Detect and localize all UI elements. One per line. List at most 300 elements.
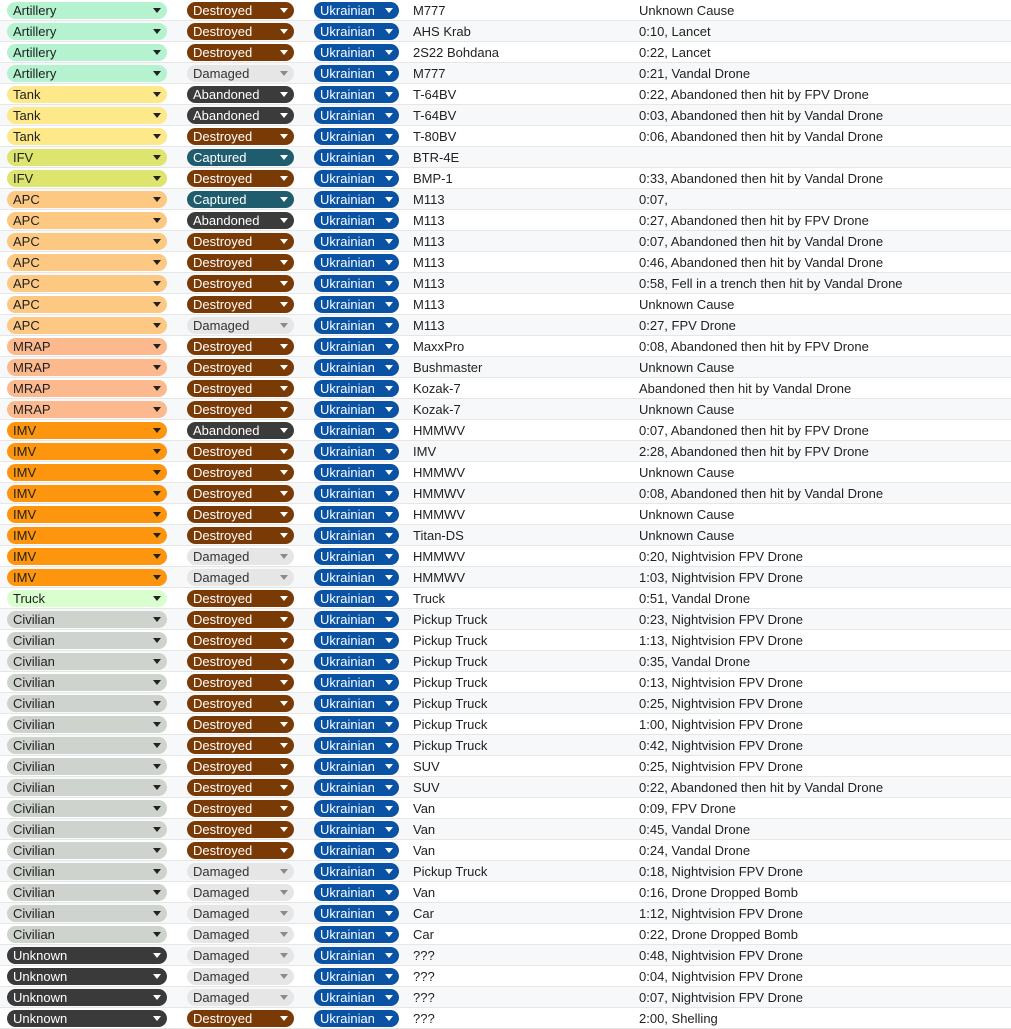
chevron-down-icon <box>385 491 393 496</box>
status-dropdown[interactable] <box>187 296 294 313</box>
status-dropdown[interactable] <box>187 905 294 922</box>
cause-cell[interactable]: Abandoned then hit by Vandal Drone <box>639 381 852 396</box>
status-dropdown[interactable] <box>187 842 294 859</box>
cause-cell[interactable]: 0:16, Drone Dropped Bomb <box>639 885 798 900</box>
status-dropdown[interactable] <box>187 317 294 334</box>
country-dropdown[interactable] <box>314 779 399 796</box>
country-dropdown[interactable] <box>314 506 399 523</box>
status-dropdown[interactable] <box>187 863 294 880</box>
chevron-down-icon <box>280 134 288 139</box>
model-cell[interactable]: MaxxPro <box>413 339 465 354</box>
status-dropdown[interactable] <box>187 338 294 355</box>
status-label: Destroyed <box>193 633 253 648</box>
status-dropdown[interactable] <box>187 359 294 376</box>
model-cell[interactable]: Pickup Truck <box>413 738 488 753</box>
country-dropdown[interactable] <box>314 422 399 439</box>
cause-cell[interactable]: 0:58, Fell in a trench then hit by Vandal Drone <box>639 276 903 291</box>
type-dropdown[interactable] <box>7 380 167 397</box>
cause-cell[interactable]: 0:09, FPV Drone <box>639 801 736 816</box>
status-label: Destroyed <box>193 780 253 795</box>
cause-cell[interactable]: 2:28, Abandoned then hit by FPV Drone <box>639 444 869 459</box>
country-dropdown[interactable] <box>314 401 399 418</box>
type-dropdown[interactable] <box>7 821 167 838</box>
status-label: Destroyed <box>193 696 253 711</box>
cause-cell[interactable]: 0:04, Nightvision FPV Drone <box>639 969 804 984</box>
chevron-down-icon <box>280 407 288 412</box>
country-dropdown[interactable] <box>314 86 399 103</box>
table-row <box>0 651 1011 672</box>
status-dropdown[interactable] <box>187 674 294 691</box>
status-dropdown[interactable] <box>187 527 294 544</box>
type-dropdown[interactable] <box>7 44 167 61</box>
model-cell[interactable]: Pickup Truck <box>413 864 488 879</box>
cause-cell[interactable]: 0:33, Abandoned then hit by Vandal Drone <box>639 171 884 186</box>
model-cell[interactable]: BTR-4E <box>413 150 460 165</box>
model-cell[interactable]: Pickup Truck <box>413 654 488 669</box>
status-dropdown[interactable] <box>187 1010 294 1027</box>
model-cell[interactable]: M113 <box>413 276 445 291</box>
chevron-down-icon <box>153 890 161 895</box>
country-dropdown[interactable] <box>314 443 399 460</box>
model-cell[interactable]: HMMWV <box>413 465 465 480</box>
cause-cell[interactable]: 1:03, Nightvision FPV Drone <box>639 570 804 585</box>
type-dropdown[interactable] <box>7 191 167 208</box>
type-dropdown[interactable] <box>7 107 167 124</box>
status-dropdown[interactable] <box>187 401 294 418</box>
cause-cell[interactable]: 0:08, Abandoned then hit by FPV Drone <box>639 339 869 354</box>
status-dropdown[interactable] <box>187 191 294 208</box>
model-cell[interactable]: ??? <box>413 990 435 1005</box>
country-dropdown[interactable] <box>314 758 399 775</box>
model-cell[interactable]: M113 <box>413 255 445 270</box>
cause-cell[interactable]: 0:46, Abandoned then hit by Vandal Drone <box>639 255 884 270</box>
chevron-down-icon <box>153 512 161 517</box>
status-dropdown[interactable] <box>187 254 294 271</box>
model-cell[interactable]: SUV <box>413 780 440 795</box>
model-cell[interactable]: Car <box>413 906 434 921</box>
country-dropdown[interactable] <box>314 716 399 733</box>
country-dropdown[interactable] <box>314 800 399 817</box>
cause-cell[interactable]: 0:42, Nightvision FPV Drone <box>639 738 804 753</box>
cause-cell[interactable]: 0:22, Abandoned then hit by FPV Drone <box>639 87 869 102</box>
cause-cell[interactable]: 0:07, Abandoned then hit by FPV Drone <box>639 423 869 438</box>
cause-cell[interactable]: 0:22, Drone Dropped Bomb <box>639 927 798 942</box>
country-dropdown[interactable] <box>314 485 399 502</box>
status-dropdown[interactable] <box>187 170 294 187</box>
country-dropdown[interactable] <box>314 65 399 82</box>
type-dropdown[interactable] <box>7 86 167 103</box>
status-label: Destroyed <box>193 591 253 606</box>
country-dropdown[interactable] <box>314 968 399 985</box>
status-dropdown[interactable] <box>187 590 294 607</box>
model-cell[interactable]: ??? <box>413 1011 435 1026</box>
country-dropdown[interactable] <box>314 149 399 166</box>
type-label: Unknown <box>13 948 68 963</box>
status-dropdown[interactable] <box>187 149 294 166</box>
status-dropdown[interactable] <box>187 506 294 523</box>
model-cell[interactable]: Van <box>413 843 436 858</box>
chevron-down-icon <box>280 974 288 979</box>
country-dropdown[interactable] <box>314 947 399 964</box>
cause-cell[interactable]: 1:12, Nightvision FPV Drone <box>639 906 804 921</box>
type-dropdown[interactable] <box>7 737 167 754</box>
cause-cell[interactable]: Unknown Cause <box>639 465 735 480</box>
status-dropdown[interactable] <box>187 212 294 229</box>
cause-cell[interactable]: Unknown Cause <box>639 507 735 522</box>
cause-cell[interactable]: Unknown Cause <box>639 297 735 312</box>
cause-cell[interactable]: 1:00, Nightvision FPV Drone <box>639 717 804 732</box>
table-row <box>0 693 1011 714</box>
cause-cell[interactable]: 0:51, Vandal Drone <box>639 591 751 606</box>
status-label: Damaged <box>193 318 250 333</box>
model-cell[interactable]: HMMWV <box>413 486 465 501</box>
type-dropdown[interactable] <box>7 338 167 355</box>
country-dropdown[interactable] <box>314 254 399 271</box>
country-dropdown[interactable] <box>314 989 399 1006</box>
type-label: IMV <box>13 465 37 480</box>
type-dropdown[interactable] <box>7 422 167 439</box>
status-label: Damaged <box>193 66 250 81</box>
model-cell[interactable]: M777 <box>413 3 446 18</box>
cause-cell[interactable]: 0:27, Abandoned then hit by FPV Drone <box>639 213 869 228</box>
model-cell[interactable]: HMMWV <box>413 507 465 522</box>
model-cell[interactable]: Car <box>413 927 434 942</box>
cause-cell[interactable]: 0:25, Nightvision FPV Drone <box>639 696 804 711</box>
country-dropdown[interactable] <box>314 233 399 250</box>
country-dropdown[interactable] <box>314 569 399 586</box>
cause-cell[interactable]: 0:22, Lancet <box>639 45 711 60</box>
model-cell[interactable]: Van <box>413 801 436 816</box>
chevron-down-icon <box>280 932 288 937</box>
type-dropdown[interactable] <box>7 275 167 292</box>
type-dropdown[interactable] <box>7 359 167 376</box>
cause-cell[interactable]: 0:03, Abandoned then hit by Vandal Drone <box>639 108 884 123</box>
country-dropdown[interactable] <box>314 275 399 292</box>
type-dropdown[interactable] <box>7 632 167 649</box>
model-cell[interactable]: T-80BV <box>413 129 457 144</box>
status-dropdown[interactable] <box>187 737 294 754</box>
status-label: Destroyed <box>193 45 253 60</box>
status-dropdown[interactable] <box>187 653 294 670</box>
type-label: Civilian <box>13 717 55 732</box>
type-dropdown[interactable] <box>7 317 167 334</box>
chevron-down-icon <box>153 869 161 874</box>
country-label: Ukrainian <box>320 171 375 186</box>
status-dropdown[interactable] <box>187 107 294 124</box>
chevron-down-icon <box>385 344 393 349</box>
type-dropdown[interactable] <box>7 506 167 523</box>
country-dropdown[interactable] <box>314 128 399 145</box>
type-dropdown[interactable] <box>7 569 167 586</box>
country-dropdown[interactable] <box>314 905 399 922</box>
country-label: Ukrainian <box>320 654 375 669</box>
type-label: APC <box>13 276 40 291</box>
country-dropdown[interactable] <box>314 296 399 313</box>
chevron-down-icon <box>385 449 393 454</box>
type-dropdown[interactable] <box>7 758 167 775</box>
cause-cell[interactable]: 0:18, Nightvision FPV Drone <box>639 864 804 879</box>
status-dropdown[interactable] <box>187 779 294 796</box>
country-dropdown[interactable] <box>314 527 399 544</box>
country-label: Ukrainian <box>320 3 375 18</box>
status-dropdown[interactable] <box>187 44 294 61</box>
cause-cell[interactable]: 0:27, FPV Drone <box>639 318 736 333</box>
status-dropdown[interactable] <box>187 716 294 733</box>
type-dropdown[interactable] <box>7 653 167 670</box>
type-label: Tank <box>13 108 41 123</box>
status-dropdown[interactable] <box>187 611 294 628</box>
model-cell[interactable]: Pickup Truck <box>413 696 488 711</box>
country-dropdown[interactable] <box>314 653 399 670</box>
status-dropdown[interactable] <box>187 65 294 82</box>
country-dropdown[interactable] <box>314 2 399 19</box>
model-cell[interactable]: HMMWV <box>413 423 465 438</box>
type-dropdown[interactable] <box>7 548 167 565</box>
type-dropdown[interactable] <box>7 863 167 880</box>
chevron-down-icon <box>153 449 161 454</box>
model-cell[interactable]: Pickup Truck <box>413 612 488 627</box>
type-dropdown[interactable] <box>7 884 167 901</box>
type-dropdown[interactable] <box>7 233 167 250</box>
cause-cell[interactable]: 0:22, Abandoned then hit by Vandal Drone <box>639 780 884 795</box>
status-dropdown[interactable] <box>187 422 294 439</box>
type-dropdown[interactable] <box>7 800 167 817</box>
chevron-down-icon <box>280 29 288 34</box>
country-dropdown[interactable] <box>314 44 399 61</box>
status-dropdown[interactable] <box>187 443 294 460</box>
status-dropdown[interactable] <box>187 632 294 649</box>
country-label: Ukrainian <box>320 591 375 606</box>
status-label: Destroyed <box>193 129 253 144</box>
cause-cell[interactable]: Unknown Cause <box>639 528 735 543</box>
type-dropdown[interactable] <box>7 989 167 1006</box>
type-dropdown[interactable] <box>7 527 167 544</box>
country-dropdown[interactable] <box>314 191 399 208</box>
cause-cell[interactable]: 0:07, Abandoned then hit by Vandal Drone <box>639 234 884 249</box>
type-dropdown[interactable] <box>7 254 167 271</box>
type-dropdown[interactable] <box>7 401 167 418</box>
status-dropdown[interactable] <box>187 947 294 964</box>
model-cell[interactable]: Titan-DS <box>413 528 464 543</box>
chevron-down-icon <box>385 575 393 580</box>
status-label: Destroyed <box>193 717 253 732</box>
model-cell[interactable]: Van <box>413 822 436 837</box>
status-dropdown[interactable] <box>187 968 294 985</box>
country-dropdown[interactable] <box>314 695 399 712</box>
model-cell[interactable]: M113 <box>413 297 445 312</box>
status-label: Destroyed <box>193 402 253 417</box>
country-dropdown[interactable] <box>314 338 399 355</box>
type-dropdown[interactable] <box>7 695 167 712</box>
status-dropdown[interactable] <box>187 2 294 19</box>
country-dropdown[interactable] <box>314 1010 399 1027</box>
chevron-down-icon <box>385 302 393 307</box>
model-cell[interactable]: 2S22 Bohdana <box>413 45 500 60</box>
country-dropdown[interactable] <box>314 737 399 754</box>
status-dropdown[interactable] <box>187 800 294 817</box>
country-dropdown[interactable] <box>314 359 399 376</box>
model-cell[interactable]: BMP-1 <box>413 171 453 186</box>
country-dropdown[interactable] <box>314 632 399 649</box>
chevron-down-icon <box>385 239 393 244</box>
country-dropdown[interactable] <box>314 23 399 40</box>
model-cell[interactable]: HMMWV <box>413 570 465 585</box>
model-cell[interactable]: Truck <box>413 591 446 606</box>
country-dropdown[interactable] <box>314 674 399 691</box>
cause-cell[interactable]: 0:21, Vandal Drone <box>639 66 751 81</box>
country-dropdown[interactable] <box>314 590 399 607</box>
type-dropdown[interactable] <box>7 170 167 187</box>
cause-cell[interactable]: Unknown Cause <box>639 3 735 18</box>
status-dropdown[interactable] <box>187 569 294 586</box>
model-cell[interactable]: Pickup Truck <box>413 717 488 732</box>
status-dropdown[interactable] <box>187 464 294 481</box>
type-dropdown[interactable] <box>7 905 167 922</box>
country-dropdown[interactable] <box>314 611 399 628</box>
model-cell[interactable]: T-64BV <box>413 108 457 123</box>
status-dropdown[interactable] <box>187 128 294 145</box>
model-cell[interactable]: ??? <box>413 948 435 963</box>
country-label: Ukrainian <box>320 234 375 249</box>
country-label: Ukrainian <box>320 360 375 375</box>
type-dropdown[interactable] <box>7 1010 167 1027</box>
cause-cell[interactable]: 0:07, <box>639 192 668 207</box>
table-row <box>0 525 1011 546</box>
type-dropdown[interactable] <box>7 779 167 796</box>
type-label: IFV <box>13 171 34 186</box>
type-dropdown[interactable] <box>7 590 167 607</box>
country-dropdown[interactable] <box>314 464 399 481</box>
status-dropdown[interactable] <box>187 926 294 943</box>
model-cell[interactable]: Pickup Truck <box>413 633 488 648</box>
model-cell[interactable]: SUV <box>413 759 440 774</box>
status-label: Destroyed <box>193 339 253 354</box>
country-dropdown[interactable] <box>314 380 399 397</box>
cause-cell[interactable]: 0:35, Vandal Drone <box>639 654 751 669</box>
status-dropdown[interactable] <box>187 548 294 565</box>
status-dropdown[interactable] <box>187 989 294 1006</box>
country-label: Ukrainian <box>320 213 375 228</box>
status-dropdown[interactable] <box>187 23 294 40</box>
table-row <box>0 966 1011 987</box>
type-dropdown[interactable] <box>7 2 167 19</box>
model-cell[interactable]: AHS Krab <box>413 24 471 39</box>
type-dropdown[interactable] <box>7 842 167 859</box>
cause-cell[interactable]: Unknown Cause <box>639 402 735 417</box>
cause-cell[interactable]: 0:48, Nightvision FPV Drone <box>639 948 804 963</box>
table-row <box>0 273 1011 294</box>
table-row <box>0 63 1011 84</box>
type-dropdown[interactable] <box>7 149 167 166</box>
model-cell[interactable]: Kozak-7 <box>413 402 461 417</box>
country-dropdown[interactable] <box>314 212 399 229</box>
table-row <box>0 504 1011 525</box>
model-cell[interactable]: Pickup Truck <box>413 675 488 690</box>
chevron-down-icon <box>385 50 393 55</box>
model-cell[interactable]: M777 <box>413 66 446 81</box>
type-label: IMV <box>13 570 37 585</box>
status-dropdown[interactable] <box>187 86 294 103</box>
type-label: APC <box>13 234 40 249</box>
type-dropdown[interactable] <box>7 485 167 502</box>
chevron-down-icon <box>385 218 393 223</box>
cause-cell[interactable]: 0:20, Nightvision FPV Drone <box>639 549 804 564</box>
country-dropdown[interactable] <box>314 107 399 124</box>
type-dropdown[interactable] <box>7 128 167 145</box>
cause-cell[interactable]: 0:45, Vandal Drone <box>639 822 751 837</box>
country-label: Ukrainian <box>320 87 375 102</box>
status-dropdown[interactable] <box>187 233 294 250</box>
type-dropdown[interactable] <box>7 443 167 460</box>
status-dropdown[interactable] <box>187 821 294 838</box>
chevron-down-icon <box>153 554 161 559</box>
status-dropdown[interactable] <box>187 884 294 901</box>
cause-cell[interactable]: 1:13, Nightvision FPV Drone <box>639 633 804 648</box>
model-cell[interactable]: M113 <box>413 192 445 207</box>
model-cell[interactable]: Bushmaster <box>413 360 483 375</box>
type-dropdown[interactable] <box>7 464 167 481</box>
status-dropdown[interactable] <box>187 695 294 712</box>
model-cell[interactable]: M113 <box>413 213 445 228</box>
model-cell[interactable]: M113 <box>413 318 445 333</box>
type-dropdown[interactable] <box>7 716 167 733</box>
model-cell[interactable]: M113 <box>413 234 445 249</box>
cause-cell[interactable]: 2:00, Shelling <box>639 1011 718 1026</box>
cause-cell[interactable]: 0:08, Abandoned then hit by Vandal Drone <box>639 486 884 501</box>
cause-cell[interactable]: 0:24, Vandal Drone <box>639 843 751 858</box>
type-dropdown[interactable] <box>7 212 167 229</box>
type-dropdown[interactable] <box>7 968 167 985</box>
cause-cell[interactable]: 0:25, Nightvision FPV Drone <box>639 759 804 774</box>
model-cell[interactable]: IMV <box>413 444 437 459</box>
cause-cell[interactable]: 0:06, Abandoned then hit by Vandal Drone <box>639 129 884 144</box>
country-dropdown[interactable] <box>314 863 399 880</box>
cause-cell[interactable]: 0:13, Nightvision FPV Drone <box>639 675 804 690</box>
chevron-down-icon <box>153 1016 161 1021</box>
country-dropdown[interactable] <box>314 842 399 859</box>
cause-cell[interactable]: Unknown Cause <box>639 360 735 375</box>
country-dropdown[interactable] <box>314 317 399 334</box>
type-dropdown[interactable] <box>7 926 167 943</box>
cause-cell[interactable]: 0:07, Nightvision FPV Drone <box>639 990 804 1005</box>
type-dropdown[interactable] <box>7 611 167 628</box>
chevron-down-icon <box>280 743 288 748</box>
type-dropdown[interactable] <box>7 65 167 82</box>
status-dropdown[interactable] <box>187 758 294 775</box>
country-dropdown[interactable] <box>314 548 399 565</box>
model-cell[interactable]: T-64BV <box>413 87 457 102</box>
model-cell[interactable]: ??? <box>413 969 435 984</box>
status-dropdown[interactable] <box>187 485 294 502</box>
country-dropdown[interactable] <box>314 170 399 187</box>
type-dropdown[interactable] <box>7 296 167 313</box>
type-dropdown[interactable] <box>7 947 167 964</box>
type-dropdown[interactable] <box>7 23 167 40</box>
country-dropdown[interactable] <box>314 821 399 838</box>
country-dropdown[interactable] <box>314 926 399 943</box>
model-cell[interactable]: HMMWV <box>413 549 465 564</box>
status-dropdown[interactable] <box>187 275 294 292</box>
status-dropdown[interactable] <box>187 380 294 397</box>
type-dropdown[interactable] <box>7 674 167 691</box>
cause-cell[interactable]: 0:10, Lancet <box>639 24 711 39</box>
country-dropdown[interactable] <box>314 884 399 901</box>
table-row <box>0 588 1011 609</box>
model-cell[interactable]: Van <box>413 885 436 900</box>
model-cell[interactable]: Kozak-7 <box>413 381 461 396</box>
cause-cell[interactable]: 0:23, Nightvision FPV Drone <box>639 612 804 627</box>
chevron-down-icon <box>153 428 161 433</box>
